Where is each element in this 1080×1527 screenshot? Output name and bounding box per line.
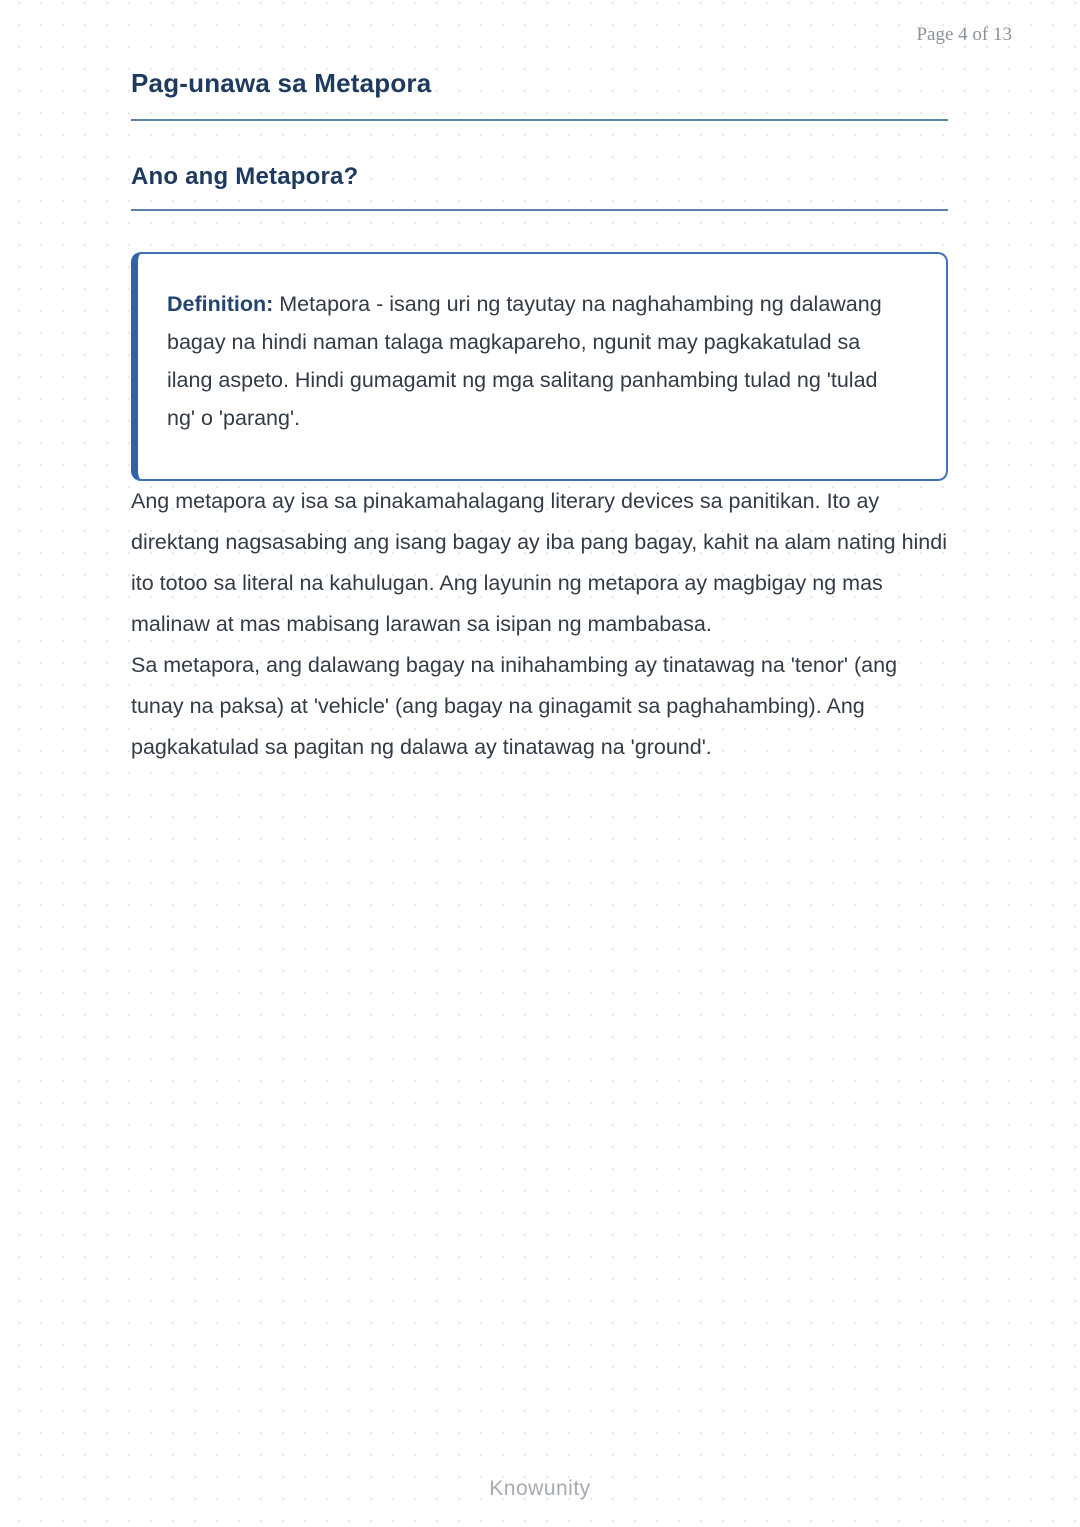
body-paragraph-1: Ang metapora ay isa sa pinakamahalagang literary devices sa panitikan. Ito ay direktang nagsasabing ang isang bagay ay iba pang bagay, kahit na alam nating hindi ito totoo sa literal na kahulugan. Ang layunin ng metapora ay magbigay ng mas malinaw at mas mabisang larawan sa isipan ng mambabasa. — [131, 489, 948, 636]
section-subtitle: Ano ang Metapora? — [131, 163, 359, 190]
definition-body: Metapora - isang uri ng tayutay na naghahambing ng dalawang bagay na hindi naman talaga magkapareho, ngunit may pagkakatulad sa ilang aspeto. Hindi gumagamit ng mga salitang panhambing tulad ng 'tulad ng' o 'parang'. — [167, 292, 882, 430]
page-title: Pag-unawa sa Metapora — [131, 68, 432, 98]
definition-callout-box — [131, 252, 948, 481]
definition-text — [167, 285, 906, 437]
title-divider — [131, 119, 948, 121]
footer-brand: Knowunity — [489, 1477, 591, 1500]
document-content — [131, 0, 948, 768]
body-paragraph-2: Sa metapora, ang dalawang bagay na inihahambing ay tinatawag na 'tenor' (ang tunay na paksa) at 'vehicle' (ang bagay na ginagamit sa paghahambing). Ang pagkakatulad sa pagitan ng dalawa ay tinatawag na 'ground'. — [131, 653, 898, 759]
definition-label: Definition: — [167, 292, 274, 316]
page-indicator: Page 4 of 13 — [916, 24, 1012, 45]
subtitle-divider — [131, 209, 948, 211]
